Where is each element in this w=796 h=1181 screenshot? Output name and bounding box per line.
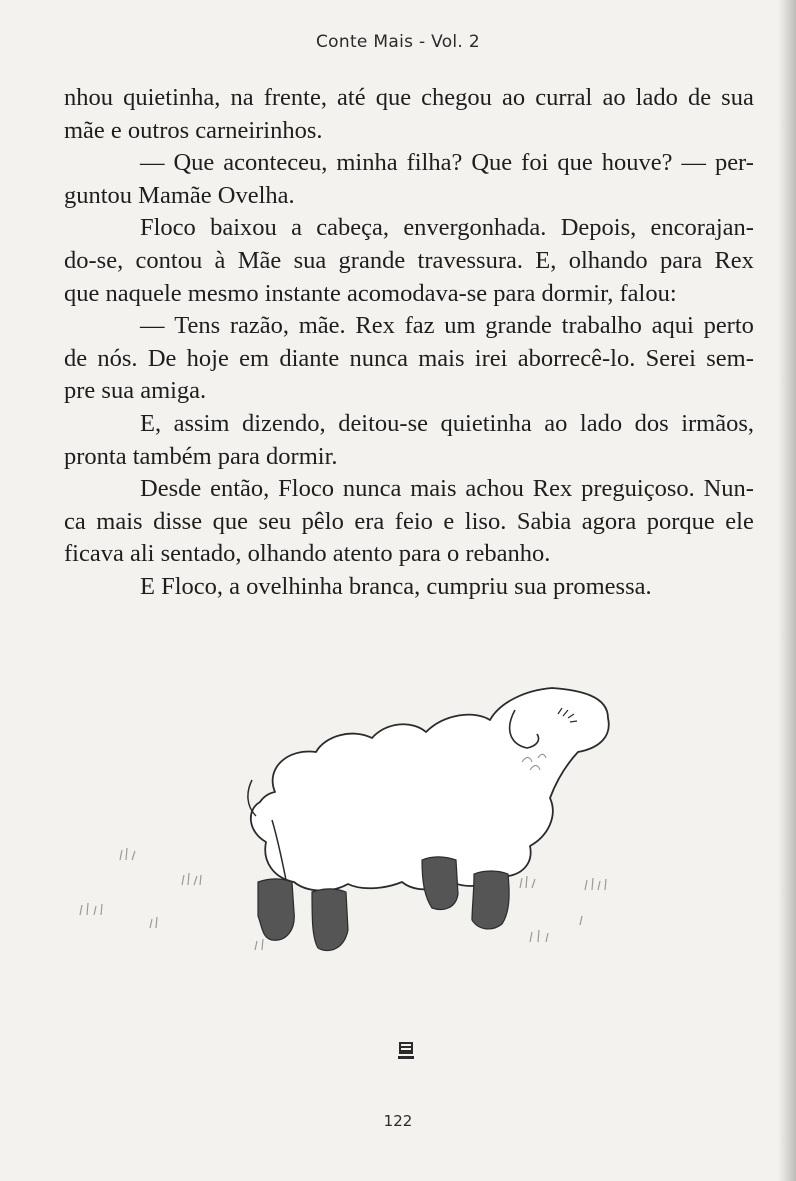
text-line: Floco baixou a cabeça, envergonhada. Depois, encorajan- [140,214,754,242]
text-line: E Floco, a ovelhinha branca, cumpriu sua promessa. [140,572,652,600]
text-line: pronta também para dormir. [64,442,338,470]
page-number: 122 [383,1112,413,1130]
text-line: pre sua amiga. [64,377,207,405]
page-edge-shadow [778,0,796,1181]
text-line: guntou Mamãe Ovelha. [64,181,295,209]
text-line: Desde então, Floco nunca mais achou Rex preguiçoso. Nun- [140,475,754,503]
text-line: que naquele mesmo instante acomodava-se para dormir, falou: [64,279,677,307]
text-line: — Tens razão, mãe. Rex faz um grande trabalho aqui perto [140,312,754,340]
text-line: do-se, contou à Mãe sua grande travessura. E, olhando para Rex [64,246,754,274]
text-line: de nós. De hoje em diante nunca mais irei aborrecê-lo. Serei sem- [64,344,754,372]
text-line: ficava ali sentado, olhando atento para o rebanho. [64,540,551,568]
sheep-illustration [60,670,720,970]
body-text [64,82,754,604]
text-line: — Que aconteceu, minha filha? Que foi que houve? — per- [140,149,754,177]
text-line: mãe e outros carneirinhos. [64,116,323,144]
running-header: Conte Mais - Vol. 2 [316,32,480,52]
text-line: nhou quietinha, na frente, até que chegou ao curral ao lado de sua [64,84,754,111]
ornament-icon [398,1041,414,1061]
text-line: E, assim dizendo, deitou-se quietinha ao lado dos irmãos, [140,409,754,437]
text-line: ca mais disse que seu pêlo era feio e liso. Sabia agora porque ele [64,507,754,535]
